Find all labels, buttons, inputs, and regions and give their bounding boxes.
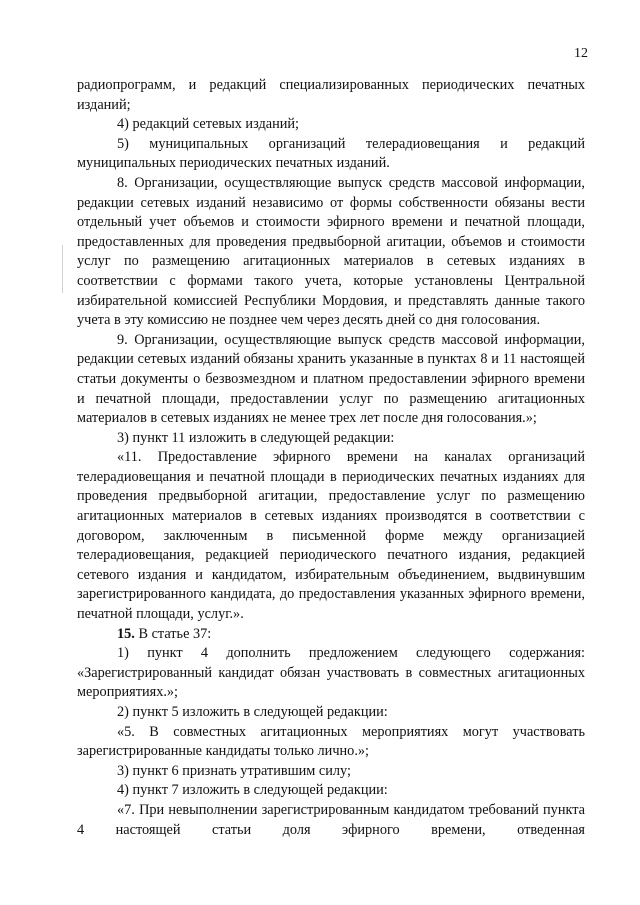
document-body bbox=[77, 76, 585, 840]
paragraph: «11. Предоставление эфирного времени на каналах организаций телерадиовещания и печатной площади в периодических печатных изданиях для проведения предвыборной агитации, предоставление услуг по размещению агитационных материалов в сетевых изданиях производятся в соответствии с договором, заключенным в письменной форме между организацией телерадиовещания, редакцией периодического печатного издания, редакцией сетевого издания и кандидатом, избирательным объединением, выдвинувшим зарегистрированного кандидата, до предоставления указанных эфирного времени, печатной площади, услуг.». bbox=[77, 449, 585, 623]
page-number: 12 bbox=[574, 46, 588, 61]
paragraph: 3) пункт 11 изложить в следующей редакции: bbox=[117, 429, 395, 446]
paragraph: 4) редакций сетевых изданий; bbox=[117, 116, 300, 133]
paragraph: 5) муниципальных организаций телерадиовещания и редакций муниципальных периодических печатных изданий. bbox=[77, 135, 585, 172]
paragraph: «5. В совместных агитационных мероприятиях могут участвовать зарегистрированные кандидаты только лично.»; bbox=[77, 723, 585, 760]
paragraph: 9. Организации, осуществляющие выпуск средств массовой информации, редакции сетевых изданий обязаны хранить указанные в пунктах 8 и 11 настоящей статьи документы о безвозмездном и платном предоставлении эфирного времени и печатной площади, предоставлении услуг по размещению агитационных материалов в сетевых изданиях не менее трех лет после дня голосования.»; bbox=[77, 331, 585, 427]
paragraph: радиопрограмм, и редакций специализированных периодических печатных изданий; bbox=[77, 77, 585, 113]
section-heading-text: В статье 37: bbox=[138, 625, 212, 642]
paragraph: 3) пункт 6 признать утратившим силу; bbox=[117, 762, 351, 779]
paragraph: 8. Организации, осуществляющие выпуск средств массовой информации, редакции сетевых изданий независимо от формы собственности обязаны вести отдельный учет объемов и стоимости эфирного времени и печатной площади, предоставленных для проведения предвыборной агитации, объемов и стоимости услуг по размещению агитационных материалов в сетевых изданиях в соответствии с формами такого учета, которые установлены Центральной избирательной комиссией Республики Мордовия, и представлять данные такого учета в эту комиссию не позднее чем через десять дней со дня голосования. bbox=[77, 174, 585, 329]
margin-mark bbox=[62, 245, 63, 293]
paragraph: 2) пункт 5 изложить в следующей редакции: bbox=[117, 704, 388, 720]
paragraph: «7. При невыполнении зарегистрированным кандидатом требований пункта 4 настоящей статьи доля эфирного времени, отведенная bbox=[77, 801, 585, 838]
paragraph: 1) пункт 4 дополнить предложением следующего содержания: «Зарегистрированный кандидат обязан участвовать в совместных агитационных мероприятиях.»; bbox=[77, 645, 585, 701]
section-number: 15. bbox=[117, 625, 135, 642]
paragraph: 4) пункт 7 изложить в следующей редакции: bbox=[117, 782, 388, 799]
section-heading bbox=[77, 625, 585, 645]
